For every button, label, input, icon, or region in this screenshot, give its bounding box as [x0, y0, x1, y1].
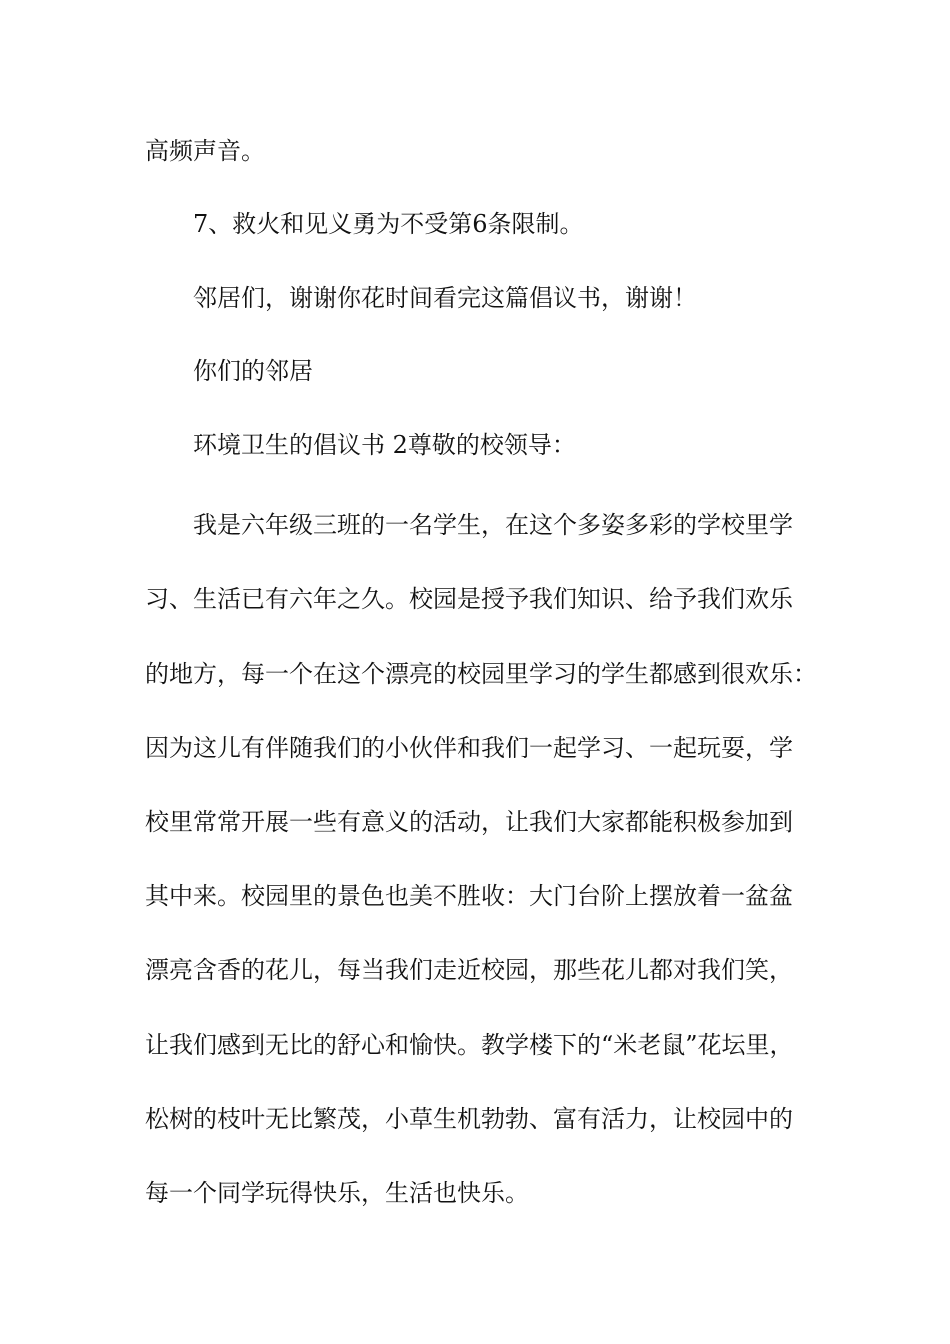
text-line: 高频声音。	[145, 137, 265, 165]
text-line: 你们的邻居	[193, 357, 313, 385]
text-line: 我是六年级三班的一名学生，在这个多姿多彩的学校里学	[193, 511, 793, 539]
section-heading: 环境卫生的倡议书 2尊敬的校领导：	[193, 431, 576, 459]
text-line: 校里常常开展一些有意义的活动，让我们大家都能积极参加到	[145, 808, 793, 836]
text-line: 习、生活已有六年之久。校园是授予我们知识、给予我们欢乐	[145, 585, 793, 613]
text-line: 漂亮含香的花儿，每当我们走近校园，那些花儿都对我们笑，	[145, 956, 793, 984]
text-line: 松树的枝叶无比繁茂，小草生机勃勃、富有活力，让校园中的	[145, 1105, 793, 1133]
text-line: 因为这儿有伴随我们的小伙伴和我们一起学习、一起玩耍，学	[145, 734, 793, 762]
text-line: 邻居们，谢谢你花时间看完这篇倡议书，谢谢！	[193, 284, 697, 312]
text-line: 让我们感到无比的舒心和愉快。教学楼下的“米老鼠”花坛里，	[145, 1031, 794, 1059]
text-line: 其中来。校园里的景色也美不胜收：大门台阶上摆放着一盆盆	[145, 882, 793, 910]
text-line: 7、救火和见义勇为不受第6条限制。	[193, 210, 584, 238]
text-line: 每一个同学玩得快乐，生活也快乐。	[145, 1179, 529, 1207]
text-line: 的地方，每一个在这个漂亮的校园里学习的学生都感到很欢乐：	[145, 660, 817, 688]
